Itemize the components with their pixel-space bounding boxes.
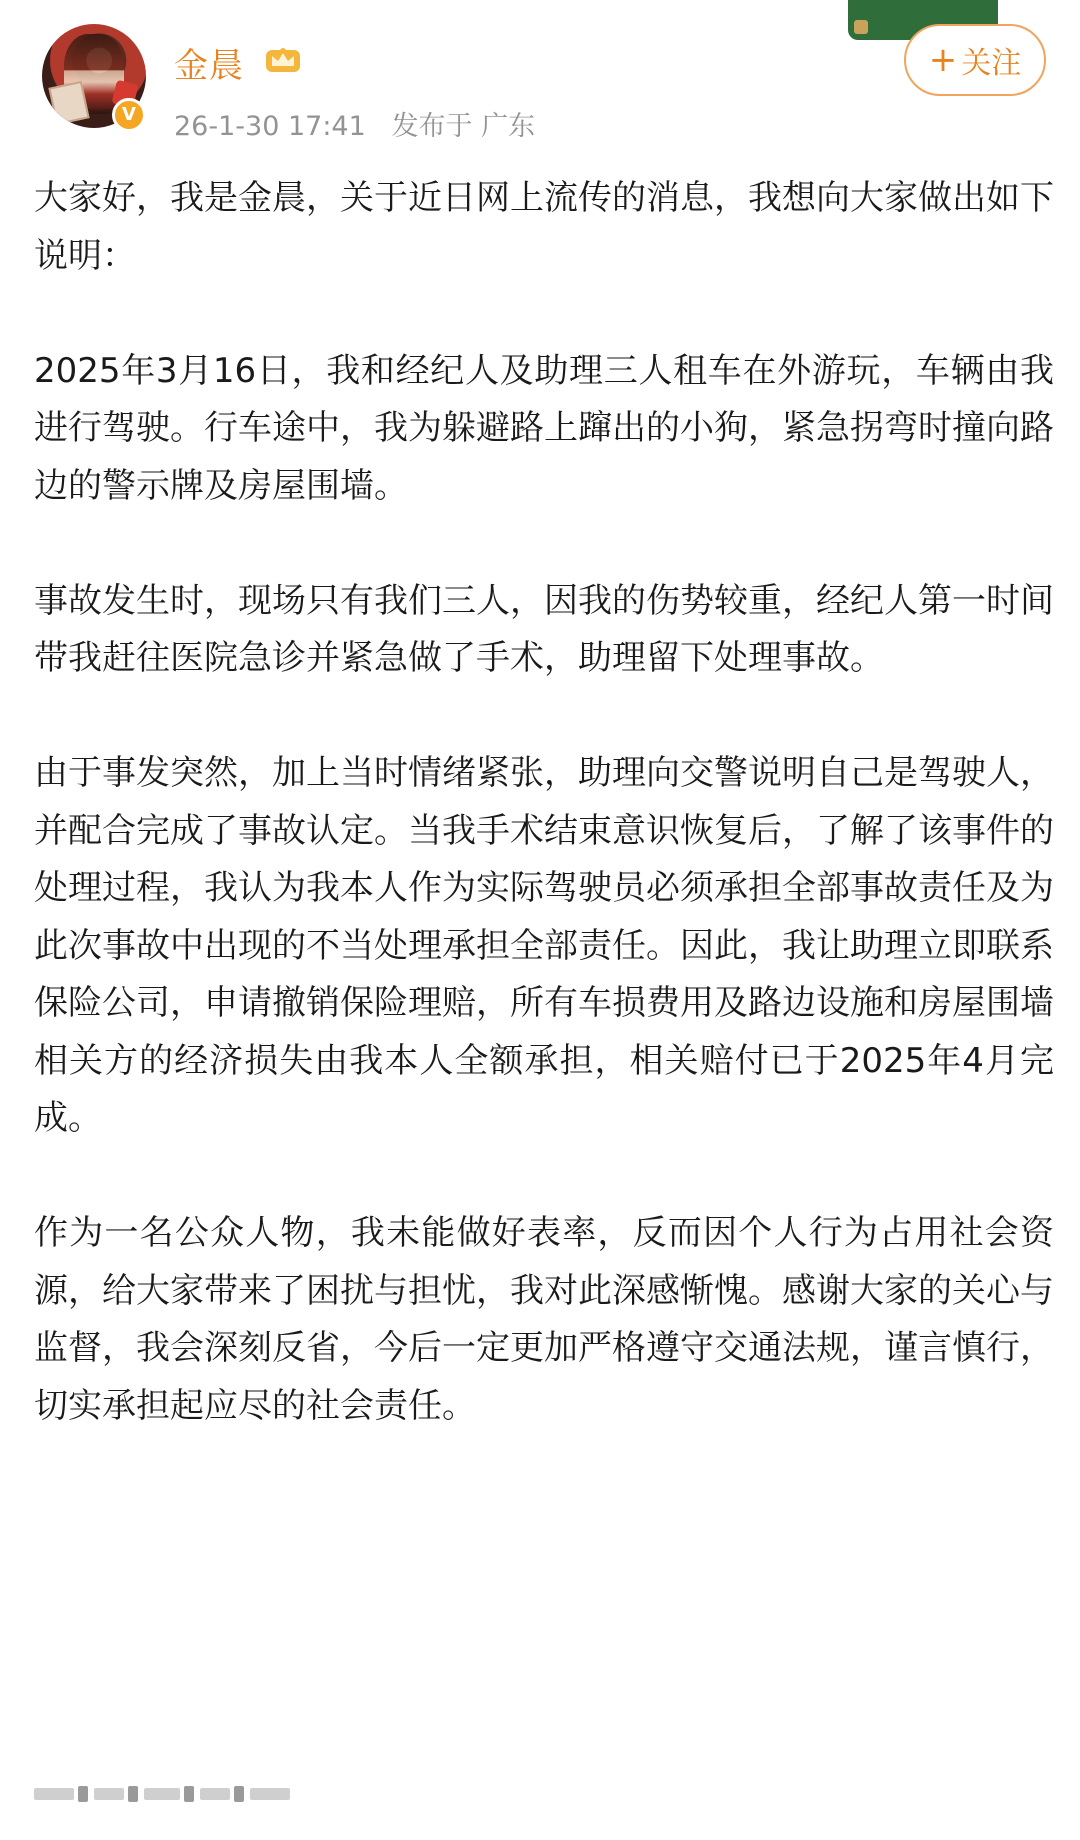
post-paragraph: 事故发生时，现场只有我们三人，因我的伤势较重，经纪人第一时间带我赶往医院急诊并紧急做了手术，助理留下处理事故。 [34, 580, 1054, 678]
post-location: 发布于 广东 [391, 111, 536, 142]
toolbar-segment [250, 1788, 290, 1800]
crown-icon [262, 42, 304, 76]
verified-v-icon: V [112, 98, 146, 132]
post-meta [174, 104, 535, 143]
post-paragraph: 由于事发突然，加上当时情绪紧张，助理向交警说明自己是驾驶人，并配合完成了事故认定。当我手术结束意识恢复后，了解了该事件的处理过程，我认为我本人作为实际驾驶员必须承担全部事故责任及为此次事故中出现的不当处理承担全部责任。因此，我让助理立即联系保险公司，申请撤销保险理赔，所有车损费用及路边设施和房屋围墙相关方的经济损失由我本人全额承担，相关赔付已于2025年4月完成。 [34, 753, 1054, 1138]
toolbar-segment [94, 1788, 124, 1800]
post-timestamp: 26-1-30 17:41 [174, 111, 366, 142]
post-paragraph: 大家好，我是金晨，关于近日网上流传的消息，我想向大家做出如下说明： [34, 178, 1054, 276]
follow-label: 关注 [961, 46, 1022, 81]
plus-icon: + [928, 40, 958, 80]
username[interactable]: 金晨 [174, 46, 244, 86]
toolbar-segment [200, 1788, 230, 1800]
toolbar-segment [234, 1786, 244, 1802]
post-header [0, 0, 1080, 150]
toolbar-segment [184, 1786, 194, 1802]
post-paragraph: 作为一名公众人物，我未能做好表率，反而因个人行为占用社会资源，给大家带来了困扰与担忧，我对此深感惭愧。感谢大家的关心与监督，我会深刻反省，今后一定更加严格遵守交通法规，谨言慎行，切实承担起应尽的社会责任。 [34, 1213, 1054, 1426]
toolbar-segment [128, 1786, 138, 1802]
post-body [34, 170, 1054, 1493]
toolbar-segment [144, 1788, 180, 1800]
toolbar-segment [78, 1786, 88, 1802]
footer-toolbar-fragment [34, 1782, 294, 1806]
toolbar-segment [34, 1788, 74, 1800]
post-paragraph: 2025年3月16日，我和经纪人及助理三人租车在外游玩，车辆由我进行驾驶。行车途中，我为躲避路上蹿出的小狗，紧急拐弯时撞向路边的警示牌及房屋围墙。 [34, 350, 1054, 506]
follow-button[interactable] [904, 24, 1046, 96]
lock-icon [854, 20, 868, 34]
